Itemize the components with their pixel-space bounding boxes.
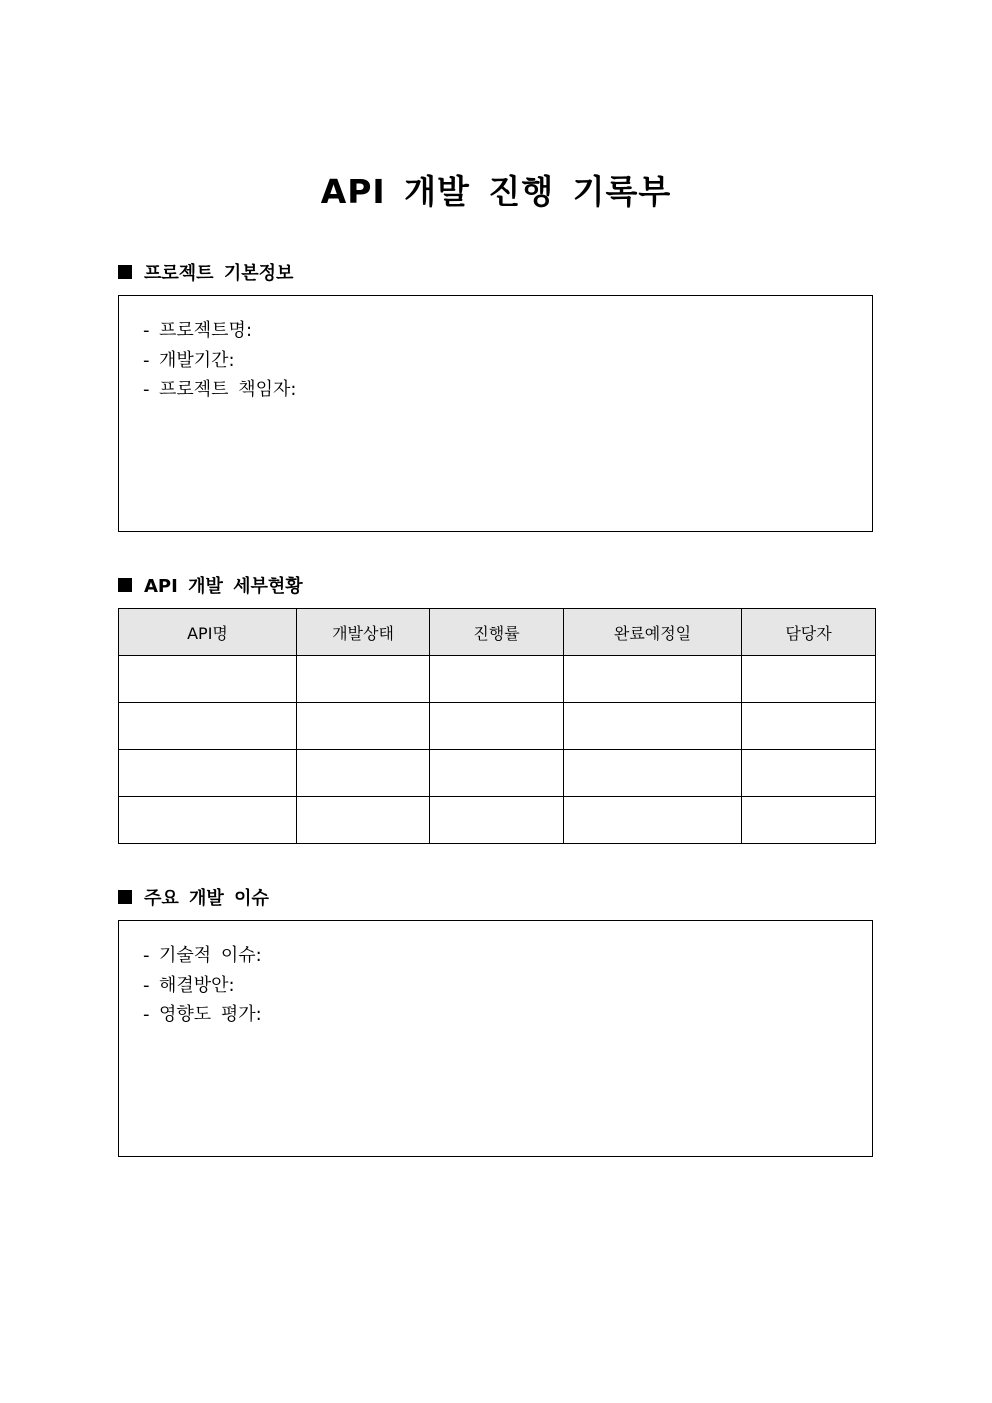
list-item: - 프로젝트 책임자: bbox=[143, 379, 297, 400]
section-heading-issues bbox=[118, 884, 269, 910]
section-heading-project-info bbox=[118, 259, 293, 285]
table-row bbox=[119, 703, 876, 750]
table-cell[interactable] bbox=[742, 750, 876, 797]
api-status-table bbox=[118, 608, 876, 844]
square-bullet-icon bbox=[118, 578, 132, 592]
table-row bbox=[119, 797, 876, 844]
solution-label: 해결방안: bbox=[159, 974, 235, 996]
section-heading-api-status bbox=[118, 572, 303, 598]
table-cell[interactable] bbox=[564, 656, 742, 703]
square-bullet-icon bbox=[118, 890, 132, 904]
table-cell[interactable] bbox=[119, 703, 297, 750]
section-title: 프로젝트 기본정보 bbox=[144, 263, 294, 284]
list-item: - 해결방안: bbox=[143, 974, 235, 996]
table-cell[interactable] bbox=[297, 656, 430, 703]
page-title: API 개발 진행 기록부 bbox=[320, 172, 672, 211]
column-header: 개발상태 bbox=[297, 609, 430, 656]
list-item: - 프로젝트명: bbox=[143, 320, 253, 341]
table-cell[interactable] bbox=[564, 703, 742, 750]
table-cell[interactable] bbox=[430, 797, 564, 844]
section-title: API 개발 세부현황 bbox=[144, 576, 303, 597]
table-row bbox=[119, 656, 876, 703]
list-item: - 개발기간: bbox=[143, 349, 235, 371]
table-cell[interactable] bbox=[119, 656, 297, 703]
issues-box bbox=[118, 920, 873, 1157]
table-cell[interactable] bbox=[564, 750, 742, 797]
table-header-row bbox=[119, 609, 876, 656]
table-cell[interactable] bbox=[430, 703, 564, 750]
column-header: 담당자 bbox=[742, 609, 876, 656]
column-header: API명 bbox=[119, 609, 297, 656]
table-cell[interactable] bbox=[297, 797, 430, 844]
table-cell[interactable] bbox=[119, 797, 297, 844]
project-name-label: 프로젝트명: bbox=[159, 320, 253, 341]
technical-issue-label: 기술적 이슈: bbox=[159, 945, 262, 966]
column-header: 진행률 bbox=[430, 609, 564, 656]
list-item: - 영향도 평가: bbox=[143, 1004, 262, 1025]
table-cell[interactable] bbox=[742, 703, 876, 750]
table-cell[interactable] bbox=[742, 797, 876, 844]
section-title: 주요 개발 이슈 bbox=[144, 888, 269, 909]
list-item: - 기술적 이슈: bbox=[143, 945, 262, 966]
table-cell[interactable] bbox=[297, 703, 430, 750]
table-cell[interactable] bbox=[564, 797, 742, 844]
table-cell[interactable] bbox=[742, 656, 876, 703]
table-row bbox=[119, 750, 876, 797]
project-info-box bbox=[118, 295, 873, 532]
impact-assessment-label: 영향도 평가: bbox=[159, 1004, 262, 1025]
square-bullet-icon bbox=[118, 265, 132, 279]
table-cell[interactable] bbox=[119, 750, 297, 797]
table-cell[interactable] bbox=[430, 750, 564, 797]
column-header: 완료예정일 bbox=[564, 609, 742, 656]
table-cell[interactable] bbox=[430, 656, 564, 703]
table-cell[interactable] bbox=[297, 750, 430, 797]
project-owner-label: 프로젝트 책임자: bbox=[159, 379, 297, 400]
dev-period-label: 개발기간: bbox=[159, 349, 235, 371]
